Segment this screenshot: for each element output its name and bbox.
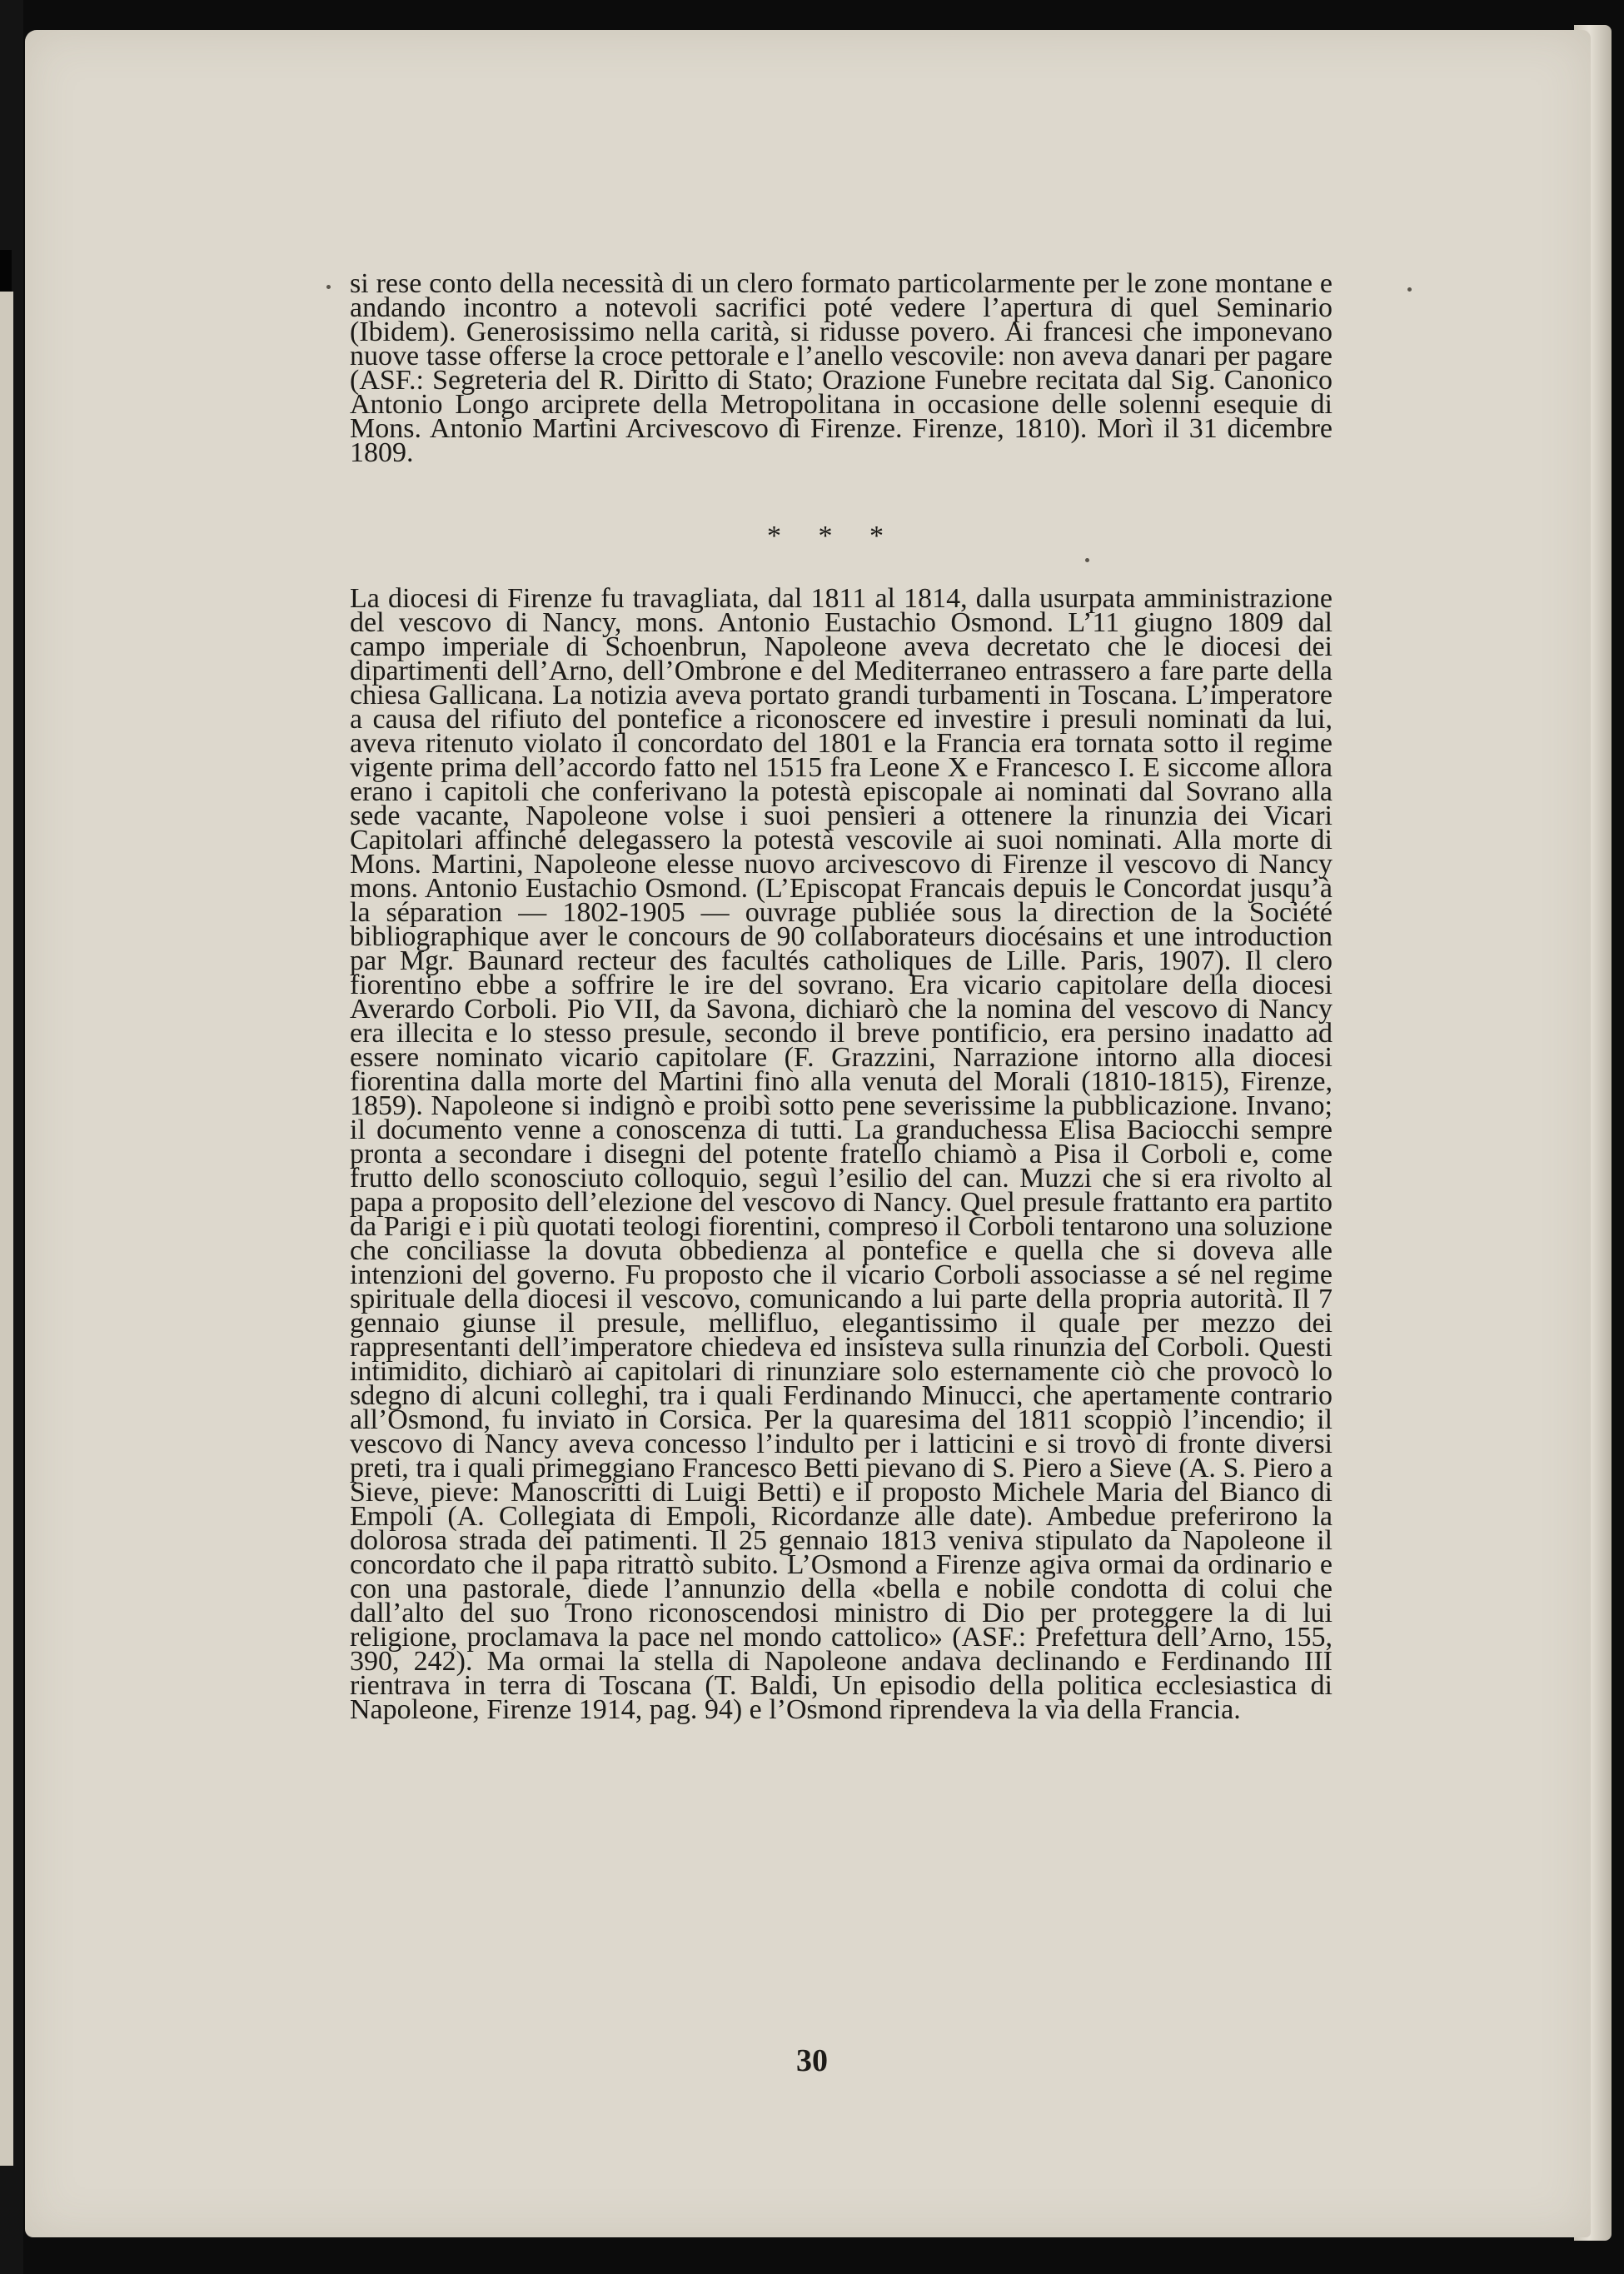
paper-speck [326, 285, 331, 289]
paragraph-main-text: La diocesi di Firenze fu travagliata, dal 1811 al 1814, dalla usurpata amministrazione del vescovo di Nancy, mons. Antonio Eustachio Osmond. L’11 giugno 1809 dal campo imperiale di Schoenbrun, Napoleone aveva decretato che le diocesi dei dipartimenti dell’Arno, dell’Ombrone e del Mediterraneo entrassero a fare parte della chiesa Gallicana. La notizia aveva portato grandi turbamenti in Toscana. L’imperatore a causa del rifiuto del pontefice a riconoscere ed investire i presuli nominati da lui, aveva ritenuto violato il concordato del 1801 e la Francia era tornata sotto il regime vigente prima dell’accordo fatto nel 1515 fra Leone X e Francesco I. E siccome allora erano i capitoli che conferivano la potestà episcopale ai nominati dal Sovrano alla sede vacante, Napoleone volse i suoi pensieri a ottenere la rinunzia dei Vicari Capitolari affinché delegassero la potestà vescovile ai suoi nominati. Alla morte di Mons. Martini, Napoleone elesse nuovo arcivescovo di Firenze il vescovo di Nancy mons. Antonio Eustachio Osmond. (L’Episcopat Francais depuis le Concordat jusqu’à la séparation — 1802-1905 — ouvrage publiée sous la direction de la Société bibliographique aver le concours de 90 collaborateurs diocésains et une introduction par Mgr. Baunard recteur des facultés catholiques de Lille. Paris, 1907). Il clero fiorentino ebbe a soffrire le ire del sovrano. Era vicario capitolare della diocesi Averardo Corboli. Pio VII, da Savona, dichiarò che la nomina del vescovo di Nancy era illecita e lo stesso presule, secondo il breve pontificio, era persino inadatto ad essere nominato vicario capitolare (F. Grazzini, Narrazione intorno alla diocesi fiorentina dalla morte del Martini fino alla venuta del Morali (1810-1815), Firenze, 1859). Napoleone si indignò e proibì sotto pene severissime la pubblicazione. Invano; il documento venne a conoscenza di tutti. La granduchessa Elisa Baciocchi sempre pronta a secondare i disegni del potente fratello chiamò a Pisa il Corboli e, come frutto dello sconosciuto colloquio, seguì l’esilio del can. Muzzi che si era rivolto al papa a proposito dell’elezione del vescovo di Nancy. Quel presule frattanto era partito da Parigi e i più quotati teologi fiorentini, compreso il Corboli tentarono una soluzione che conciliasse la dovuta obbedienza al pontefice e quella che si doveva alle intenzioni del governo. Fu proposto che il vicario Corboli associasse a sé nel regime spirituale della diocesi il vescovo, comunicando a lui parte della propria autorità. Il 7 gennaio giunse il presule, mellifluo, elegantissimo il quale per mezzo dei rappresentanti dell’imperatore chiedeva ed insisteva sulla rinunzia del Corboli. Questi intimidito, dichiarò ai capitolari di rinunziare solo esternamente ciò che provocò lo sdegno di alcuni colleghi, tra i quali Ferdinando Minucci, che apertamente contrario all’Osmond, fu inviato in Corsica. Per la quaresima del 1811 scoppiò l’incendio; il vescovo di Nancy aveva concesso l’indulto per i latticini e si trovò di fronte diversi preti, tra i quali primeggiano Francesco Betti pievano di S. Piero a Sieve (A. S. Piero a Sieve, pieve: Manoscritti di Luigi Betti) e il proposto Michele Maria del Bianco di Empoli (A. Collegiata di Empoli, Ricordanze alle date). Ambedue preferirono la dolorosa strada dei patimenti. Il 25 gennaio 1813 veniva stipulato da Napoleone il concordato che il papa ritrattò subito. L’Osmond a Firenze agiva ormai da ordinario e con una pastorale, diede l’annunzio della «bella e nobile condotta di colui che dall’alto del suo Trono riconoscendosi ministro di Dio per proteggere la di lui religione, proclamava la pace nel mondo cattolico» (ASF.: Prefettura dell’Arno, 155, 390, 242). Ma ormai la stella di Napoleone andava declinando e Ferdinando III rientrava in terra di Toscana (T. Baldi, Un episodio della politica ecclesiastica di Napoleone, Firenze 1914, pag. 94) e l’Osmond riprendeva la via della Francia. [350, 583, 1333, 1725]
paper-speck [1407, 287, 1412, 292]
paragraph-top [350, 268, 1333, 468]
binding-edge [0, 292, 13, 2166]
paper-speck [1085, 558, 1089, 562]
page-number: 30 [796, 2043, 828, 2078]
paragraph-main [350, 583, 1333, 1725]
section-separator: * * * [767, 521, 899, 551]
paragraph-top-text: si rese conto della necessità di un clero formato particolarmente per le zone montane e andando incontro a notevoli sacrifici poté vedere l’apertura di quel Seminario (Ibidem). Generosissimo nella carità, si ridusse povero. Ai francesi che imponevano nuove tasse offerse la croce pettorale e l’anello vescovile: non aveva danari per pagare (ASF.: Segreteria del R. Diritto di Stato; Orazione Funebre recitata dal Sig. Canonico Antonio Longo arciprete della Metropolitana in occasione delle solenni esequie di Mons. Antonio Martini Arcivescovo di Firenze. Firenze, 1810). Morì il 31 dicembre 1809. [350, 268, 1333, 468]
